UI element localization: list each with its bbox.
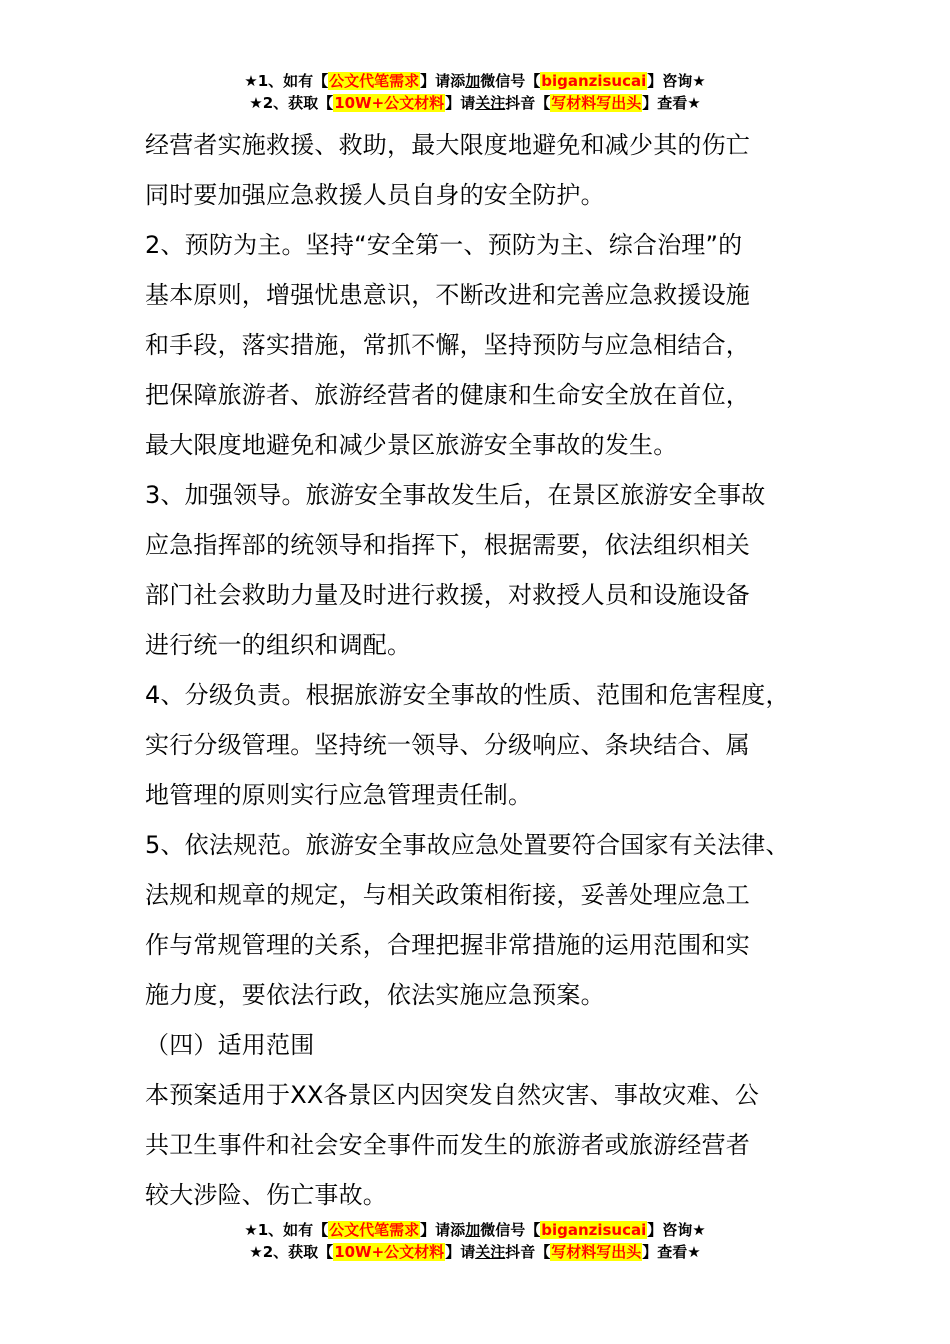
- banner-line1-mid2: 加: [465, 1221, 481, 1239]
- body-line: 施力度，要依法行政，依法实施应急预案。: [145, 981, 605, 1009]
- banner-line2-mid2: 关注: [475, 94, 506, 112]
- banner-line2-prefix: ★2、获取【: [249, 1243, 334, 1261]
- banner-highlight-douyin: 写材料写出头: [551, 94, 642, 112]
- banner-line1-mid1: 】请添: [420, 72, 466, 90]
- banner-line1-prefix: ★1、如有【: [244, 72, 329, 90]
- banner-line1-mid3: 微信号【: [480, 72, 541, 90]
- banner-line2-suffix: 】查看★: [642, 94, 701, 112]
- body-line: 较大涉险、伤亡事故。: [145, 1181, 387, 1209]
- banner-highlight-materials: 10W+公文材料: [334, 94, 445, 112]
- header-banner: [0, 70, 950, 114]
- body-line: 进行统一的组织和调配。: [145, 631, 412, 659]
- body-line: 经营者实施救援、救助，最大限度地避免和减少其的伤亡: [145, 131, 750, 159]
- body-line: 把保障旅游者、旅游经营者的健康和生命安全放在首位，: [145, 381, 750, 409]
- banner-line2-mid1: 】请: [445, 1243, 476, 1261]
- section-heading: （四）适用范围: [145, 1031, 315, 1059]
- body-line: 共卫生事件和社会安全事件而发生的旅游者或旅游经营者: [145, 1131, 750, 1159]
- banner-line2-suffix: 】查看★: [642, 1243, 701, 1261]
- body-line: 最大限度地避免和减少景区旅游安全事故的发生。: [145, 431, 678, 459]
- body-line: 基本原则，增强忧患意识，不断改进和完善应急救援设施: [145, 281, 750, 309]
- footer-banner: [0, 1219, 950, 1263]
- banner-line1-suffix: 】咨询★: [647, 72, 706, 90]
- body-line: 作与常规管理的关系，合理把握非常措施的运用范围和实: [145, 931, 750, 959]
- document-body: [145, 120, 835, 1220]
- banner-line-2: [0, 1241, 950, 1263]
- banner-highlight-wechat-id: biganzisucai: [541, 72, 647, 90]
- banner-line2-mid3: 抖音【: [505, 1243, 551, 1261]
- body-line: 部门社会救助力量及时进行救援，对救授人员和设施设备: [145, 581, 750, 609]
- banner-highlight-materials: 10W+公文材料: [334, 1243, 445, 1261]
- banner-line-1: [0, 1219, 950, 1241]
- banner-highlight-ghostwriting: 公文代笔需求: [329, 1221, 420, 1239]
- banner-line2-mid2: 关注: [475, 1243, 506, 1261]
- body-line: 实行分级管理。坚持统一领导、分级响应、条块结合、属: [145, 731, 750, 759]
- body-line: 法规和规章的规定，与相关政策相衔接，妥善处理应急工: [145, 881, 750, 909]
- banner-line1-suffix: 】咨询★: [647, 1221, 706, 1239]
- banner-line1-mid2: 加: [465, 72, 481, 90]
- banner-line2-prefix: ★2、获取【: [249, 94, 334, 112]
- body-line: 3、加强领导。旅游安全事故发生后，在景区旅游安全事故: [145, 481, 766, 509]
- body-line: 5、依法规范。旅游安全事故应急处置要符合国家有关法律、: [145, 831, 790, 859]
- banner-line2-mid3: 抖音【: [505, 94, 551, 112]
- banner-line-2: [0, 92, 950, 114]
- body-line: 应急指挥部的统领导和指挥下，根据需要，依法组织相关: [145, 531, 750, 559]
- body-line: 地管理的原则实行应急管理责任制。: [145, 781, 533, 809]
- banner-line1-mid3: 微信号【: [480, 1221, 541, 1239]
- banner-line1-mid1: 】请添: [420, 1221, 466, 1239]
- body-line: 和手段，落实措施，常抓不懈，坚持预防与应急相结合，: [145, 331, 750, 359]
- body-line: 4、分级负责。根据旅游安全事故的性质、范围和危害程度，: [145, 681, 790, 709]
- banner-highlight-wechat-id: biganzisucai: [541, 1221, 647, 1239]
- banner-line1-prefix: ★1、如有【: [244, 1221, 329, 1239]
- body-line: 2、预防为主。坚持“安全第一、预防为主、综合治理”的: [145, 231, 743, 259]
- body-line: 同时要加强应急救援人员自身的安全防护。: [145, 181, 605, 209]
- banner-highlight-douyin: 写材料写出头: [551, 1243, 642, 1261]
- banner-line-1: [0, 70, 950, 92]
- body-line: 本预案适用于XX各景区内因突发自然灾害、事故灾难、公: [145, 1081, 760, 1109]
- banner-highlight-ghostwriting: 公文代笔需求: [329, 72, 420, 90]
- banner-line2-mid1: 】请: [445, 94, 476, 112]
